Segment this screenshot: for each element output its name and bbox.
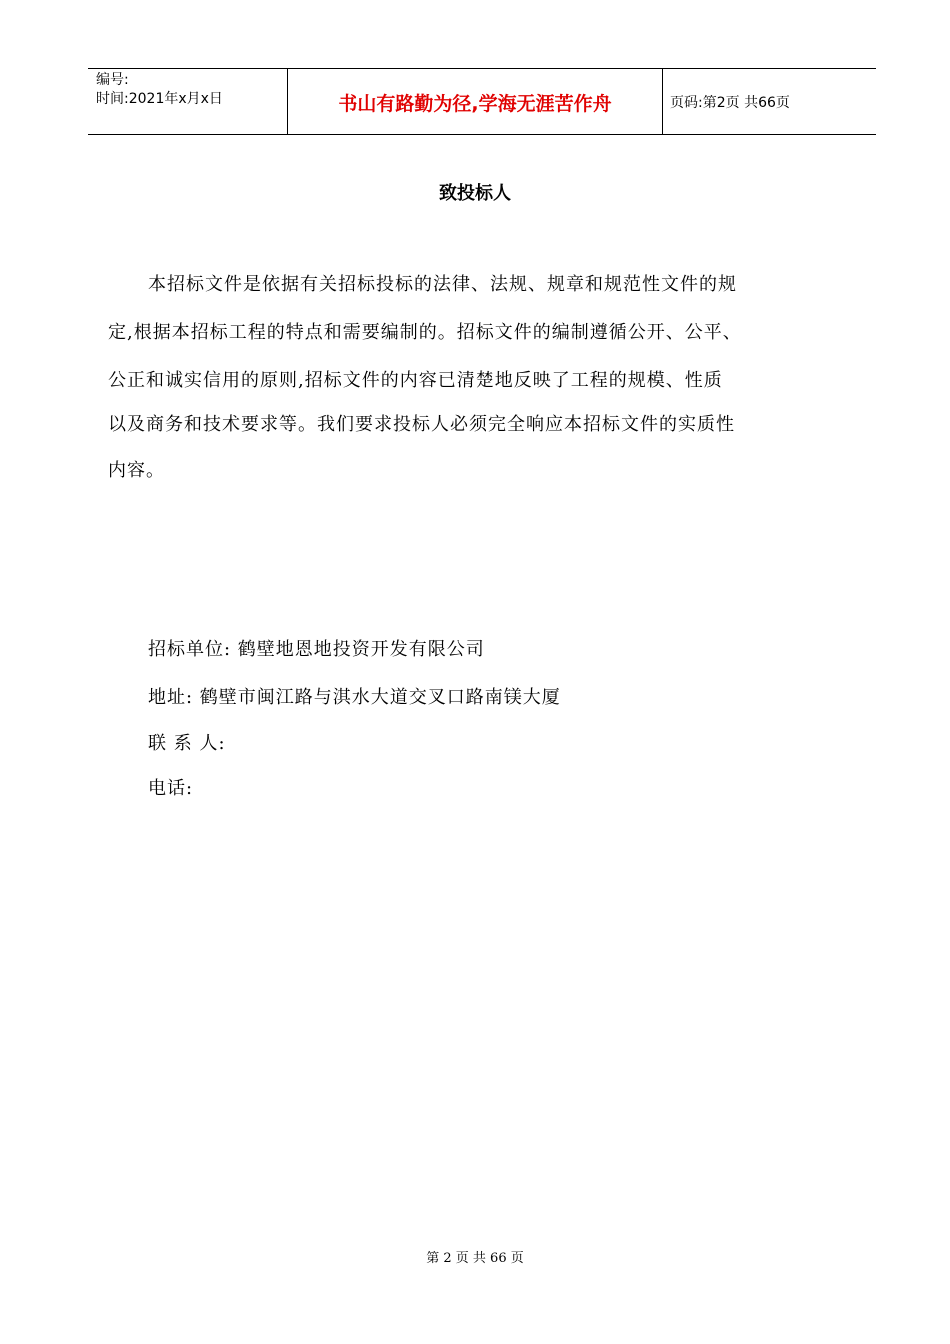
contact-phone: 电话: xyxy=(148,778,194,799)
tender-address: 地址: 鹤壁市闽江路与淇水大道交叉口路南镁大厦 xyxy=(148,687,561,708)
paragraph-line: 公正和诚实信用的原则,招标文件的内容已清楚地反映了工程的规模、性质 xyxy=(108,370,723,391)
paragraph-line: 定,根据本招标工程的特点和需要编制的。招标文件的编制遵循公开、公平、 xyxy=(108,322,742,343)
header-page-number: 页码:第2页 共66页 xyxy=(670,95,790,111)
tender-unit: 招标单位: 鹤壁地恩地投资开发有限公司 xyxy=(148,639,485,660)
header-motto: 书山有路勤为径,学海无涯苦作舟 xyxy=(338,92,612,115)
paragraph-line: 以及商务和技术要求等。我们要求投标人必须完全响应本招标文件的实质性 xyxy=(108,414,735,435)
page-header xyxy=(88,68,876,135)
page-title: 致投标人 xyxy=(439,183,511,204)
paragraph-line: 本招标文件是依据有关招标投标的法律、法规、规章和规范性文件的规 xyxy=(148,274,737,295)
document-date-label: 时间:2021年x月x日 xyxy=(96,91,223,107)
document-number-label: 编号: xyxy=(96,72,129,88)
paragraph-line: 内容。 xyxy=(108,460,165,481)
header-info xyxy=(96,71,223,109)
header-divider xyxy=(662,69,663,134)
page-footer: 第 2 页 共 66 页 xyxy=(426,1251,524,1266)
contact-person: 联 系 人: xyxy=(148,733,226,754)
